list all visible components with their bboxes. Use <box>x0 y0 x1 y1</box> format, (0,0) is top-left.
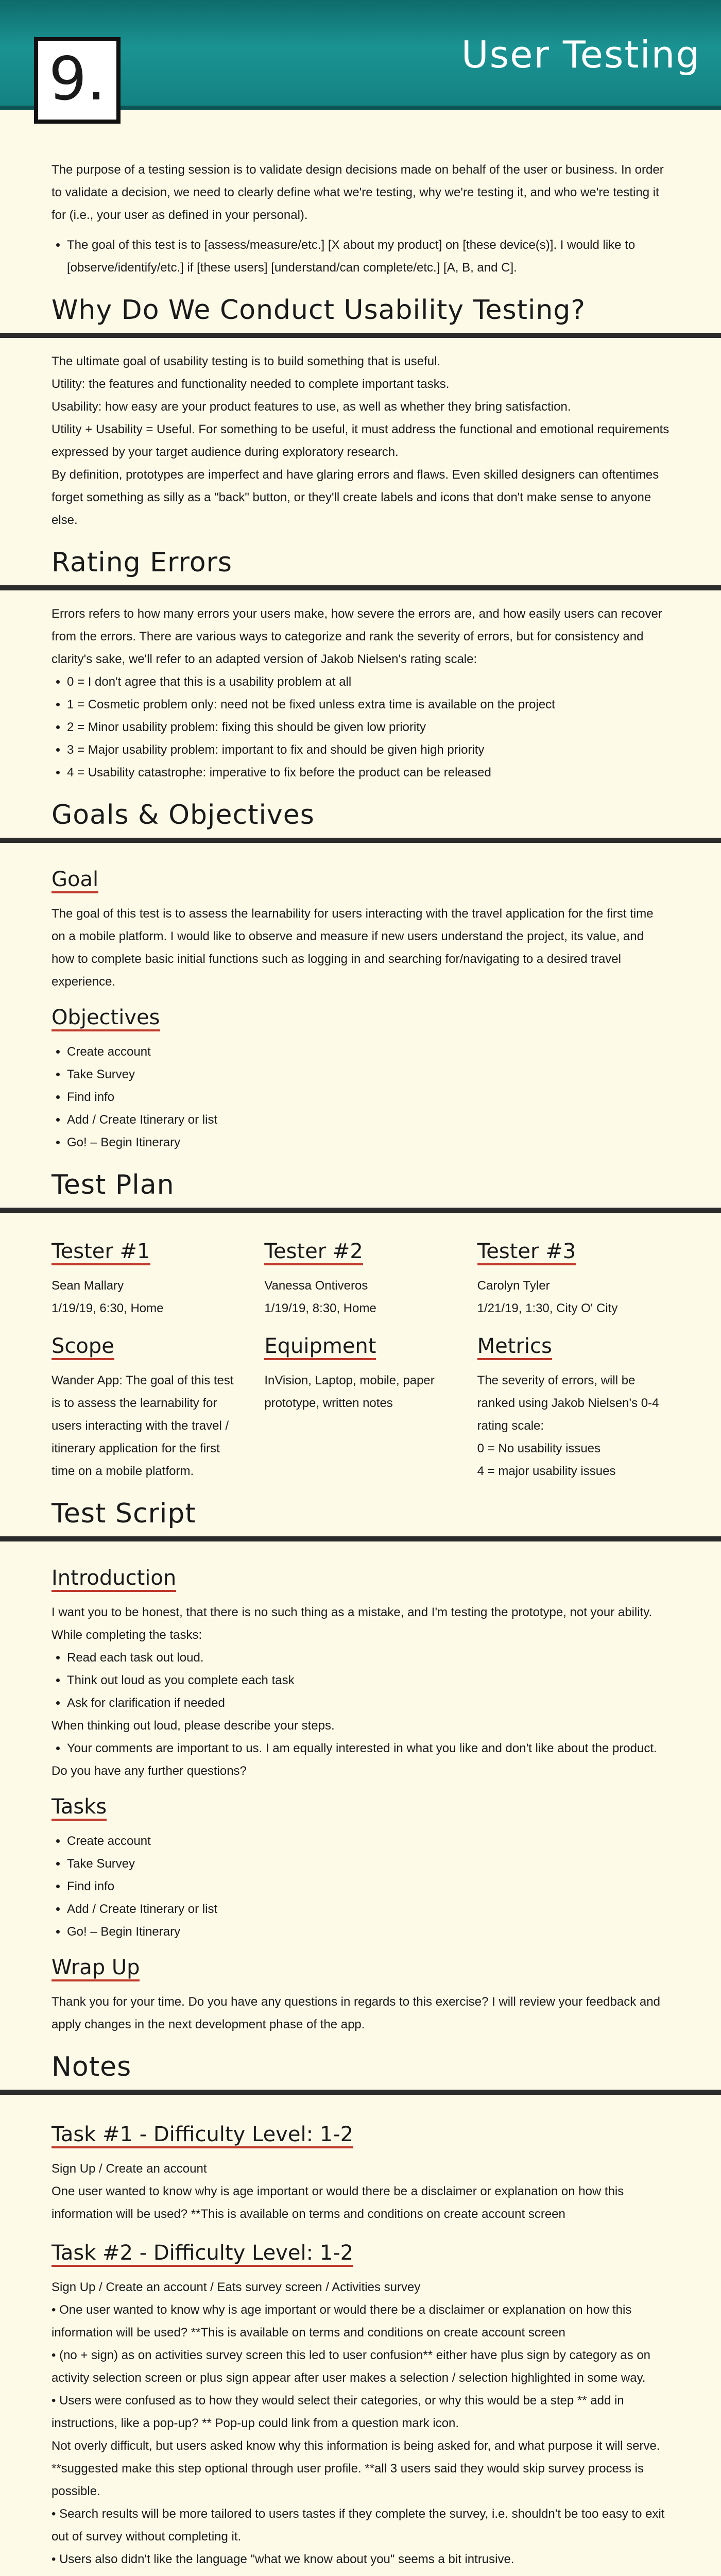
divider <box>0 1208 721 1213</box>
scope-block <box>52 1320 244 1483</box>
goal-statement: • The goal of this test is to [assess/measure/etc.] [X about my product] on [these device(s)]. I would like to [observe/identify/etc.] if [these users] [understand/can complete/etc.] [A, B, and C]. <box>67 234 670 279</box>
objective-item: • Go! – Begin Itinerary <box>67 1131 670 1154</box>
header-banner <box>0 0 721 114</box>
intro-script-line: When thinking out loud, please describe your steps. <box>52 1719 335 1733</box>
metrics-subheading: Metrics <box>477 1334 552 1360</box>
why-line: The ultimate goal of usability testing is to build something that is useful. <box>52 354 441 368</box>
note-line: Sign Up / Create an account <box>52 2162 207 2176</box>
note-line: • Users were confused as to how they would select their categories, or why this would be a step ** add in instructions, like a pop-up? ** Pop-up could link from a question mark icon. <box>52 2394 624 2430</box>
task-item: • Create account <box>67 1830 670 1853</box>
intro-script-line: Do you have any further questions? <box>52 1764 247 1778</box>
rating-section <box>52 603 670 784</box>
scope-subheading: Scope <box>52 1334 114 1360</box>
objective-item: • Find info <box>67 1086 670 1109</box>
objectives-subheading: Objectives <box>52 1006 160 1031</box>
intro-script-item: • Ask for clarification if needed <box>67 1692 670 1715</box>
note-line: • Search results will be more tailored to users tastes if they complete the survey, i.e. shouldn't be too easy to exit out of survey without completing it. <box>52 2507 665 2544</box>
metrics-text: The severity of errors, will be ranked using Jakob Nielsen's 0-4 rating scale: <box>477 1374 659 1433</box>
note-line: One user wanted to know why is age important or would there be a disclaimer or explanation on how this information will be used? **This is available on terms and conditions on create account screen <box>52 2184 624 2221</box>
objective-item: • Create account <box>67 1041 670 1063</box>
intro-script-item: • Your comments are important to us. I am equally interested in what you like and don't like about the product. <box>67 1737 670 1760</box>
objective-item: • Add / Create Itinerary or list <box>67 1109 670 1131</box>
divider <box>0 1536 721 1541</box>
objective-item: • Take Survey <box>67 1063 670 1086</box>
divider <box>0 585 721 590</box>
rating-paragraph: Errors refers to how many errors your users make, how severe the errors are, and how easily users can recover from the errors. There are various ways to categorize and rank the severity of errors, but for consistency and clarity's sake, we'll refer to an adapted version of Jakob Nielsen's rating scale: <box>52 607 662 666</box>
note-line: • (no + sign) as on activities survey screen this led to user confusion** either have plus sign by category as on activity selection screen or plus sign appear after user makes a selection / selection highlighted in some way. <box>52 2348 651 2385</box>
introduction-subheading: Introduction <box>52 1566 176 1592</box>
wrapup-text: Thank you for your time. Do you have any questions in regards to this exercise? I will review your feedback and apply changes in the next development phase of the app. <box>52 1995 660 2031</box>
metrics-block <box>477 1320 670 1483</box>
rating-heading: Rating Errors <box>52 547 233 578</box>
task-item: • Find info <box>67 1875 670 1898</box>
tester-detail: 1/19/19, 8:30, Home <box>264 1301 376 1315</box>
tester-detail: 1/19/19, 6:30, Home <box>52 1301 164 1315</box>
rating-item: • 0 = I don't agree that this is a usability problem at all <box>67 671 670 693</box>
wrapup-subheading: Wrap Up <box>52 1956 140 1981</box>
chapter-number: 9. <box>34 37 121 124</box>
plan-details-row <box>52 1320 670 1483</box>
why-heading: Why Do We Conduct Usability Testing? <box>52 295 586 326</box>
scope-text: Wander App: The goal of this test is to assess the learnability for users interacting with the travel / itinerary application for the first time on a mobile platform. <box>52 1374 234 1478</box>
task-item: • Add / Create Itinerary or list <box>67 1898 670 1921</box>
testers-row <box>52 1225 670 1320</box>
script-section <box>52 1554 670 2036</box>
script-heading: Test Script <box>52 1498 196 1529</box>
intro-paragraph: The purpose of a testing session is to validate design decisions made on behalf of the user or business. In order to validate a decision, we need to clearly define what we're testing, why we're testing it, and who we're testing it for (i.e., your user as defined in your personal). <box>52 163 664 222</box>
goals-heading: Goals & Objectives <box>52 800 315 831</box>
divider <box>0 2090 721 2095</box>
tester-card <box>264 1225 456 1320</box>
note-task <box>52 2226 670 2571</box>
note-line: Not overly difficult, but users asked know why this information is being asked for, and what purpose it will serve. **suggested make this step optional through user profile. **all 3 users said they would skip survey process is possible. <box>52 2439 660 2498</box>
intro-script-item: • Think out loud as you complete each task <box>67 1669 670 1692</box>
goal-subheading: Goal <box>52 868 98 893</box>
page-title: User Testing <box>461 33 700 76</box>
metrics-item: 4 = major usability issues <box>477 1464 616 1478</box>
intro-script-text: I want you to be honest, that there is no such thing as a mistake, and I'm testing the prototype, not your ability. While completing the tasks: <box>52 1605 653 1642</box>
tester-name: Vanessa Ontiveros <box>264 1279 368 1293</box>
equipment-block <box>264 1320 456 1483</box>
notes-section <box>52 2107 670 2576</box>
why-line: Utility + Usability = Useful. For something to be useful, it must address the functional and emotional requirements expressed by your target audience during exploratory research. <box>52 422 670 459</box>
why-line: Usability: how easy are your product features to use, as well as whether they bring satisfaction. <box>52 400 571 414</box>
rating-item: • 1 = Cosmetic problem only: need not be fixed unless extra time is available on the project <box>67 693 670 716</box>
tester-title: Tester #1 <box>52 1240 150 1265</box>
tester-title: Tester #3 <box>477 1240 576 1265</box>
why-line: By definition, prototypes are imperfect and have glaring errors and flaws. Even skilled designers can oftentimes forget something as silly as a "back" button, or they'll create labels and icons that don't make sense to anyone else. <box>52 468 659 527</box>
plan-heading: Test Plan <box>52 1170 175 1200</box>
tester-detail: 1/21/19, 1:30, City O' City <box>477 1301 618 1315</box>
intro-section <box>52 110 670 279</box>
note-task <box>52 2107 670 2226</box>
why-section <box>52 350 670 532</box>
task-item: • Go! – Begin Itinerary <box>67 1921 670 1943</box>
goals-section <box>52 855 670 1154</box>
why-line: Utility: the features and functionality needed to complete important tasks. <box>52 377 450 391</box>
note-task <box>52 2571 670 2576</box>
tester-name: Carolyn Tyler <box>477 1279 550 1293</box>
tester-name: Sean Mallary <box>52 1279 124 1293</box>
note-task-title: Task #2 - Difficulty Level: 1-2 <box>52 2241 353 2267</box>
metrics-item: 0 = No usability issues <box>477 1442 601 1455</box>
intro-script-item: • Read each task out loud. <box>67 1647 670 1669</box>
rating-item: • 4 = Usability catastrophe: imperative to fix before the product can be released <box>67 761 670 784</box>
tester-title: Tester #2 <box>264 1240 363 1265</box>
divider <box>0 333 721 338</box>
equipment-subheading: Equipment <box>264 1334 376 1360</box>
notes-heading: Notes <box>52 2052 132 2082</box>
note-line: • Users also didn't like the language "what we know about you" seems a bit intrusive. <box>52 2552 514 2566</box>
note-task-title: Task #1 - Difficulty Level: 1-2 <box>52 2123 353 2148</box>
tester-card <box>52 1225 244 1320</box>
rating-item: • 3 = Major usability problem: important to fix and should be given high priority <box>67 739 670 761</box>
divider <box>0 838 721 843</box>
goal-text: The goal of this test is to assess the learnability for users interacting with the travel application for the first time on a mobile platform. I would like to observe and measure if new users understand the project, its value, and how to complete basic initial functions such as logging in and searching for/navigating to a desired travel experience. <box>52 907 654 989</box>
note-line: • One user wanted to know why is age important or would there be a disclaimer or explanation on how this information will be used? **This is available on terms and conditions on create account screen <box>52 2303 632 2340</box>
tasks-subheading: Tasks <box>52 1795 107 1821</box>
note-line: Sign Up / Create an account / Eats survey screen / Activities survey <box>52 2280 421 2294</box>
task-item: • Take Survey <box>67 1853 670 1875</box>
tester-card <box>477 1225 670 1320</box>
rating-item: • 2 = Minor usability problem: fixing this should be given low priority <box>67 716 670 739</box>
equipment-text: InVision, Laptop, mobile, paper prototype, written notes <box>264 1374 435 1410</box>
